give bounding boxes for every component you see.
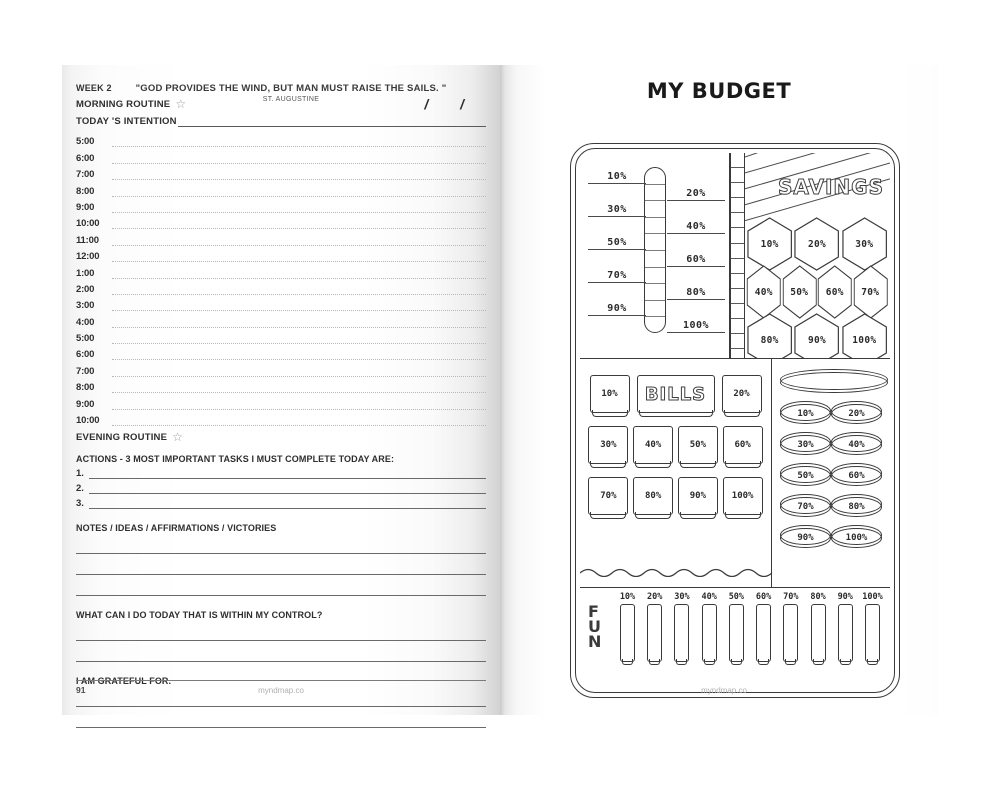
fun-bar[interactable] <box>865 604 880 662</box>
star-outline-icon[interactable]: ☆ <box>175 97 187 111</box>
fun-column <box>670 592 693 662</box>
hex-row <box>746 312 888 358</box>
hour-label: 5:00 <box>76 333 95 345</box>
savings-hex-label: 40% <box>754 286 773 298</box>
fun-column <box>725 592 748 662</box>
hour-row <box>76 344 486 360</box>
fun-letter: U <box>588 617 602 637</box>
coin-label: 20% <box>848 409 865 419</box>
savings-hex-label: 50% <box>790 286 809 298</box>
savings-hex[interactable] <box>792 312 841 358</box>
hour-entry-line[interactable] <box>112 415 486 426</box>
hour-row <box>76 213 486 229</box>
hour-entry-line[interactable] <box>112 251 486 262</box>
hour-entry-line[interactable] <box>112 235 486 246</box>
hour-label: 1:00 <box>76 267 95 279</box>
coin-label: 90% <box>797 533 814 543</box>
fun-bar-label: 100% <box>862 592 883 602</box>
thermometer-tick[interactable]: 10% <box>588 171 646 184</box>
ladder-rung <box>731 228 744 243</box>
page-number: 91 <box>76 685 86 695</box>
thermometer-tick[interactable]: 100% <box>667 320 725 333</box>
planner-spread <box>62 65 938 715</box>
control-heading: WHAT CAN I DO TODAY THAT IS WITHIN MY CONTROL? <box>76 610 323 621</box>
fun-label <box>588 604 602 650</box>
bill-box[interactable]: 30% <box>588 426 628 464</box>
week-row <box>76 83 486 93</box>
quote-text: "GOD PROVIDES THE WIND, BUT MAN MUST RAISE THE SAILS. " <box>135 83 447 94</box>
hour-label: 6:00 <box>76 349 95 361</box>
actions-block <box>76 454 486 509</box>
thermometer-tick[interactable]: 30% <box>588 204 646 217</box>
fun-column <box>807 592 830 662</box>
bill-box[interactable]: 80% <box>633 477 673 515</box>
fun-bar[interactable] <box>702 604 717 662</box>
todays-intention-row <box>76 116 486 127</box>
fun-bar[interactable] <box>729 604 744 662</box>
hour-entry-line[interactable] <box>112 300 486 311</box>
fun-bar-label: 90% <box>837 592 853 602</box>
coins-row <box>780 496 882 520</box>
fun-bar[interactable] <box>811 604 826 662</box>
hour-label: 11:00 <box>76 234 99 246</box>
bills-row <box>586 426 765 464</box>
fun-column <box>834 592 857 662</box>
fun-bar-label: 30% <box>674 592 690 602</box>
thermometer-segment[interactable] <box>645 234 665 251</box>
hour-label: 8:00 <box>76 185 95 197</box>
ladder-rung <box>731 319 744 334</box>
ladder-rung <box>731 153 744 168</box>
hourly-schedule-list <box>76 131 486 426</box>
notes-heading: NOTES / IDEAS / AFFIRMATIONS / VICTORIES <box>76 523 277 534</box>
actions-heading: ACTIONS - 3 MOST IMPORTANT TASKS I MUST COMPLETE TODAY ARE: <box>76 454 395 465</box>
fun-bar-label: 10% <box>619 592 636 602</box>
coin[interactable] <box>831 403 882 427</box>
ladder-rung <box>731 168 744 183</box>
fun-column <box>616 592 639 662</box>
savings-label: SAVINGS <box>777 175 884 199</box>
control-block <box>76 610 486 662</box>
coin-label: 30% <box>797 440 814 450</box>
thermometer-tube[interactable] <box>644 167 666 333</box>
savings-pane <box>730 153 890 358</box>
action-input-line[interactable] <box>89 483 486 494</box>
coins-rows <box>780 403 882 551</box>
bills-and-coins-zone <box>580 359 890 587</box>
thermometer-segment[interactable] <box>645 218 665 235</box>
coin-label: 60% <box>848 471 865 481</box>
fun-bar[interactable] <box>620 604 635 662</box>
hour-entry-line[interactable] <box>112 218 486 229</box>
fun-column <box>861 592 884 662</box>
hour-label: 12:00 <box>76 251 100 263</box>
hour-row <box>76 328 486 344</box>
fun-column <box>779 592 802 662</box>
notes-line[interactable] <box>76 533 486 554</box>
fun-bar[interactable] <box>647 604 662 662</box>
action-input-line[interactable] <box>89 468 486 479</box>
thermometer-tick[interactable]: 20% <box>667 188 725 201</box>
savings-hex-label: 60% <box>825 286 844 298</box>
hour-entry-line[interactable] <box>112 366 486 377</box>
bills-label: BILLS <box>644 383 707 405</box>
ladder-rung <box>731 274 744 289</box>
bill-box[interactable]: 70% <box>588 477 628 515</box>
morning-routine-row <box>76 98 486 110</box>
hour-entry-line[interactable] <box>112 333 486 344</box>
bill-box[interactable]: 60% <box>723 426 763 464</box>
ladder-graphic <box>730 153 745 358</box>
hour-label: 5:00 <box>76 136 95 148</box>
ladder-rung <box>731 289 744 304</box>
action-number: 1. <box>76 468 84 480</box>
hour-label: 10:00 <box>76 415 100 427</box>
fun-bar[interactable] <box>838 604 853 662</box>
fun-letter: F <box>588 602 600 621</box>
thermometer-tick[interactable]: 90% <box>588 303 646 316</box>
bills-title-box <box>637 375 715 413</box>
thermometer-tick[interactable]: 70% <box>588 270 646 283</box>
thermometer-segment[interactable] <box>645 185 665 202</box>
control-line[interactable] <box>76 620 486 641</box>
fun-bar-label: 50% <box>728 592 745 602</box>
hour-row <box>76 246 486 262</box>
hour-label: 9:00 <box>76 201 95 213</box>
savings-hex-label: 20% <box>807 238 827 250</box>
star-outline-icon[interactable]: ☆ <box>172 430 183 445</box>
hour-label: 2:00 <box>76 283 95 295</box>
notes-block <box>76 523 486 596</box>
coin[interactable] <box>831 527 882 551</box>
hour-row <box>76 279 486 295</box>
quote-author: ST. AUGUSTINE <box>262 96 320 103</box>
hour-row <box>76 360 486 376</box>
hour-label: 10:00 <box>76 218 100 230</box>
hour-entry-line[interactable] <box>112 382 486 393</box>
fun-letter: N <box>588 632 602 652</box>
fun-bar[interactable] <box>783 604 798 662</box>
fun-bar-label: 20% <box>647 592 663 602</box>
savings-hex[interactable] <box>745 312 794 358</box>
right-page-budget <box>500 65 938 715</box>
thermometer-segment[interactable] <box>645 301 665 318</box>
savings-hex-label: 90% <box>807 334 827 346</box>
hour-label: 8:00 <box>76 382 95 394</box>
budget-tracker-card <box>570 143 900 698</box>
action-row <box>76 498 486 509</box>
hour-row <box>76 131 486 147</box>
hour-entry-line[interactable] <box>112 153 486 164</box>
page-title: MY BUDGET <box>646 79 792 103</box>
thermometer-segment[interactable] <box>645 168 665 185</box>
thermometer-segment[interactable] <box>645 268 665 285</box>
hour-entry-line[interactable] <box>112 317 486 328</box>
thermometer-segment[interactable] <box>645 284 665 301</box>
bill-box[interactable]: 90% <box>678 477 718 515</box>
fun-bar-label: 70% <box>783 592 799 602</box>
hour-row <box>76 147 486 163</box>
hour-entry-line[interactable] <box>112 284 486 295</box>
ladder-rung <box>731 244 744 259</box>
fun-column <box>698 592 721 662</box>
ladder-rung <box>731 213 744 228</box>
thermometer-pane <box>580 153 730 358</box>
thermometer-segment[interactable] <box>645 251 665 268</box>
evening-routine-row <box>76 431 486 443</box>
hour-row <box>76 410 486 426</box>
bill-box[interactable]: 100% <box>723 477 763 515</box>
morning-routine-label: MORNING ROUTINE <box>76 98 171 110</box>
coin[interactable] <box>780 403 831 427</box>
savings-hex-label: 10% <box>760 238 779 250</box>
notes-line[interactable] <box>76 575 486 596</box>
left-page-daily-planner <box>62 65 500 715</box>
bill-box[interactable]: 50% <box>678 426 718 464</box>
hour-row <box>76 229 486 245</box>
todays-intention-input[interactable] <box>178 117 486 127</box>
grateful-line[interactable] <box>76 707 486 728</box>
bill-box[interactable]: 10% <box>590 375 630 413</box>
savings-hex-label: 100% <box>852 334 877 346</box>
ladder-rung <box>731 304 744 319</box>
coin[interactable] <box>831 496 882 520</box>
evening-routine-label: EVENING ROUTINE <box>76 431 168 443</box>
thermometer-tick[interactable]: 40% <box>667 221 725 234</box>
brand-label: myndmap.co <box>258 686 304 695</box>
action-input-line[interactable] <box>89 498 486 509</box>
bills-pane <box>580 359 772 587</box>
fun-zone <box>580 587 890 688</box>
hour-row <box>76 311 486 327</box>
hour-label: 7:00 <box>76 169 95 181</box>
hour-entry-line[interactable] <box>112 136 486 147</box>
thermometer-tick[interactable]: 80% <box>667 287 725 300</box>
hour-entry-line[interactable] <box>112 399 486 410</box>
action-number: 3. <box>76 498 84 510</box>
coin-label: 100% <box>845 533 868 543</box>
grateful-heading: I AM GRATEFUL FOR. <box>76 676 172 687</box>
hour-label: 9:00 <box>76 398 95 410</box>
ladder-rung <box>731 334 744 349</box>
coins-row <box>780 527 882 551</box>
hour-row <box>76 377 486 393</box>
hour-label: 4:00 <box>76 316 95 328</box>
savings-hex-label: 80% <box>760 334 779 346</box>
fun-bar[interactable] <box>756 604 771 662</box>
hour-entry-line[interactable] <box>112 169 486 180</box>
coin-label: 50% <box>797 471 814 481</box>
thermometer-tick[interactable]: 50% <box>588 237 646 250</box>
brand-label: myndmap.co <box>701 686 747 695</box>
hour-entry-line[interactable] <box>112 202 486 213</box>
bills-row <box>586 477 765 515</box>
left-page-footer <box>76 680 486 701</box>
coins-row <box>780 434 882 458</box>
hour-label: 6:00 <box>76 152 95 164</box>
control-line[interactable] <box>76 641 486 662</box>
fun-bar-label: 60% <box>755 592 772 602</box>
coin[interactable] <box>831 465 882 489</box>
hour-label: 7:00 <box>76 365 95 377</box>
coin[interactable] <box>780 527 831 551</box>
coin-label: 80% <box>848 502 865 512</box>
coin-label: 70% <box>797 502 814 512</box>
fun-column <box>752 592 775 662</box>
action-row <box>76 483 486 494</box>
thermometer-segment[interactable] <box>645 317 665 333</box>
coin-label: 40% <box>848 440 865 450</box>
hour-entry-line[interactable] <box>112 268 486 279</box>
coin[interactable] <box>831 434 882 458</box>
coins-pane <box>772 359 890 587</box>
hour-row <box>76 295 486 311</box>
action-number: 2. <box>76 483 84 495</box>
coin-label: 10% <box>797 409 814 419</box>
fun-bar[interactable] <box>674 604 689 662</box>
date-field[interactable]: / / <box>424 96 478 112</box>
coin[interactable] <box>780 496 831 520</box>
coin[interactable] <box>780 465 831 489</box>
fun-bar-label: 80% <box>810 592 826 602</box>
ladder-rung <box>731 259 744 274</box>
thermometer-tick[interactable]: 60% <box>667 254 725 267</box>
hour-row <box>76 393 486 409</box>
bills-row <box>586 375 765 413</box>
hour-row <box>76 197 486 213</box>
savings-hex-grid <box>746 216 888 356</box>
coins-row <box>780 403 882 427</box>
hour-entry-line[interactable] <box>112 349 486 360</box>
week-label: WEEK 2 <box>76 83 112 93</box>
fun-bar-label: 40% <box>701 592 717 602</box>
bill-box[interactable]: 20% <box>722 375 762 413</box>
hour-row <box>76 262 486 278</box>
right-page-footer <box>530 681 918 701</box>
savings-zone <box>580 153 890 359</box>
action-row <box>76 468 486 479</box>
savings-hex-label: 30% <box>855 238 874 250</box>
ladder-rung <box>731 183 744 198</box>
hour-row <box>76 164 486 180</box>
hour-label: 3:00 <box>76 300 95 312</box>
coin[interactable] <box>780 434 831 458</box>
ladder-rung <box>731 349 744 358</box>
todays-intention-label: TODAY 'S INTENTION <box>76 116 177 127</box>
coin-blank[interactable] <box>780 369 888 395</box>
fun-column <box>643 592 666 662</box>
hour-row <box>76 180 486 196</box>
notes-line[interactable] <box>76 554 486 575</box>
savings-hex-label: 70% <box>861 286 880 298</box>
ladder-rung <box>731 198 744 213</box>
actions-list <box>76 468 486 509</box>
hour-entry-line[interactable] <box>112 186 486 197</box>
thermometer-segment[interactable] <box>645 201 665 218</box>
bill-box[interactable]: 40% <box>633 426 673 464</box>
coins-row <box>780 465 882 489</box>
fun-bars <box>616 592 884 682</box>
savings-hex[interactable] <box>840 312 889 358</box>
